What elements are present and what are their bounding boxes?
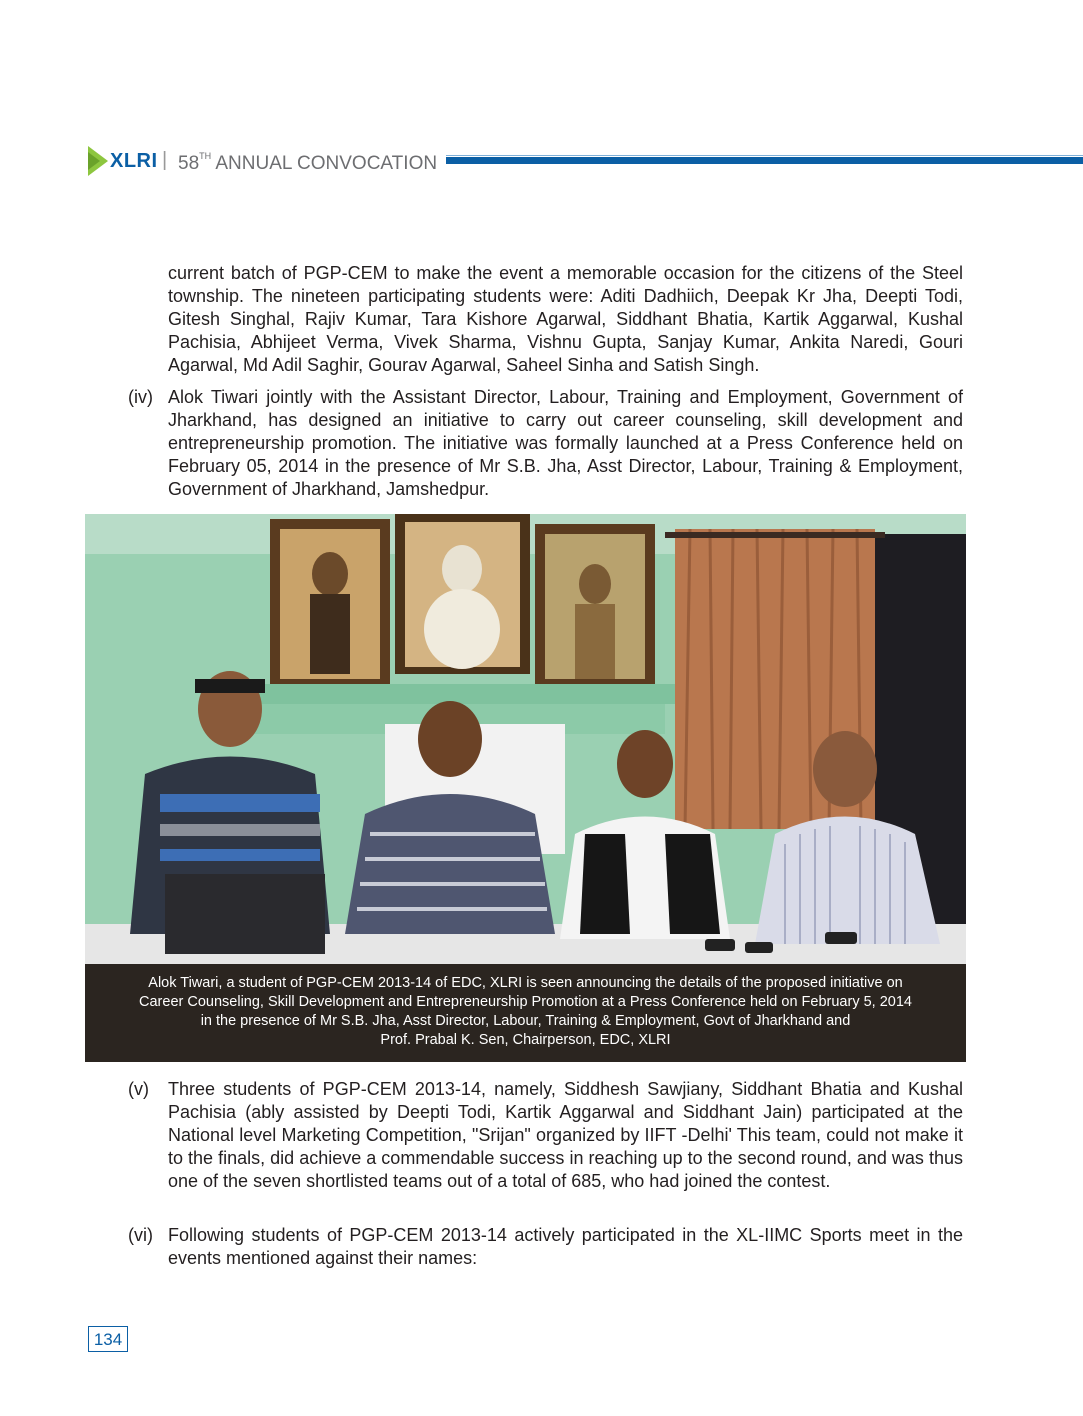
list-item-number: (vi) [128, 1225, 153, 1245]
convocation-title: ANNUAL CONVOCATION [215, 153, 438, 174]
brand-logo-text: XLRI [110, 150, 158, 172]
caption-line: in the presence of Mr S.B. Jha, Asst Director, Labour, Training & Employment, Govt of Jharkhand and [200, 1013, 851, 1029]
xlri-arrow-icon [88, 146, 108, 176]
photo-illustration [85, 514, 966, 964]
page-header [88, 146, 1083, 178]
list-item-text: Following students of PGP-CEM 2013-14 actively participated in the XL-IIMC Sports meet in the events mentioned against their names: [168, 1225, 963, 1268]
list-item-number: (iv) [128, 387, 153, 407]
convocation-ordinal-suffix: TH [199, 151, 212, 161]
header-rule [446, 157, 1083, 164]
caption-line: Alok Tiwari, a student of PGP-CEM 2013-14 of EDC, XLRI is seen announcing the details of the proposed initiative on [148, 975, 903, 991]
list-item-text: Three students of PGP-CEM 2013-14, namely, Siddhesh Sawjiany, Siddhant Bhatia and Kushal Pachisia (ably assisted by Deepti Todi, Kartik Aggarwal and Siddhant Jain) participated at the National level Marketing Competition, "Srijan" organized by IIFT -Delhi' This team, could not make it to the finals, did achieve a commendable success in reaching up to the second round, and was thus one of the seven shortlisted teams out of a total of 685, who had joined the contest. [168, 1079, 963, 1191]
convocation-number: 58 [178, 153, 200, 174]
page-number: 134 [88, 1326, 128, 1352]
header-separator: | [162, 149, 168, 171]
photo-caption [85, 964, 966, 1062]
list-item-number: (v) [128, 1079, 149, 1099]
intro-paragraph: current batch of PGP-CEM to make the event a memorable occasion for the citizens of the Steel township. The nineteen participating students were: Aditi Dadhiich, Deepak Kr Jha, Deepti Todi, Gitesh Singhal, Rajiv Kumar, Tara Kishore Agarwal, Siddhant Bhatia, Kartik Aggarwal, Kushal Pachisia, Abhijeet Verma, Vivek Sharma, Vishnu Gupta, Sanjay Kumar, Ankita Naredi, Gouri Agarwal, Md Adil Saghir, Gourav Agarwal, Saheel Sinha and Satish Singh. [168, 263, 963, 375]
press-conference-photo [85, 514, 966, 964]
caption-line: Prof. Prabal K. Sen, Chairperson, EDC, XLRI [380, 1032, 671, 1048]
list-item-text: Alok Tiwari jointly with the Assistant Director, Labour, Training and Employment, Government of Jharkhand, has designed an initiative to carry out career counseling, skill development and entrepreneurship promotion. The initiative was formally launched at a Press Conference held on February 05, 2014 in the presence of Mr S.B. Jha, Asst Director, Labour, Training & Employment, Government of Jharkhand, Jamshedpur. [168, 387, 963, 499]
header-rule-thin [446, 155, 1083, 156]
header-title [178, 151, 437, 175]
caption-line: Career Counseling, Skill Development and Entrepreneurship Promotion at a Press Conference held on February 5, 2014 [139, 994, 912, 1010]
